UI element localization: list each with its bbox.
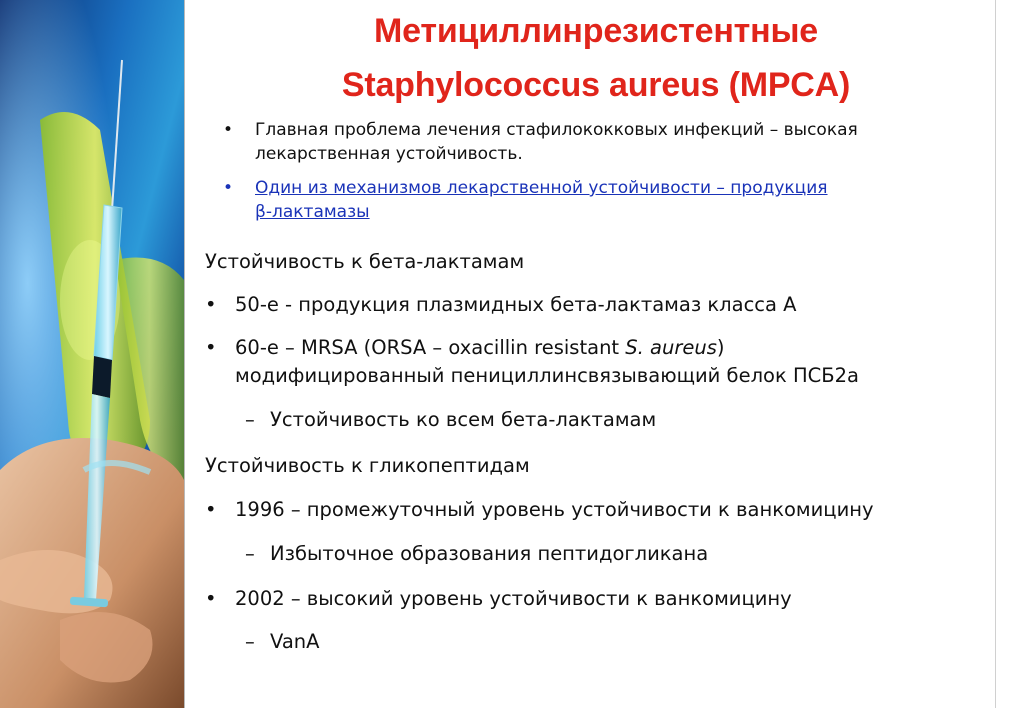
slide-title-line-1: Метициллинрезистентные	[374, 12, 818, 50]
bullet-marker: •	[205, 336, 217, 359]
bullet-marker: •	[205, 293, 217, 316]
list-item-50s: 50-е - продукция плазмидных бета-лактамаз класса А	[235, 293, 797, 316]
syringe-illustration	[0, 0, 184, 708]
list-item-60s-text: 60-е – MRSA (ORSA – oxacillin resistant	[235, 336, 626, 359]
list-item-60s-species: S. aureus	[625, 336, 717, 359]
list-item-1996: 1996 – промежуточный уровень устойчивости к ванкомицину	[235, 498, 874, 521]
list-item-60s-line-1	[235, 334, 725, 362]
slide-border	[995, 0, 996, 708]
sub-item-all-beta-lactams: Устойчивость ко всем бета-лактамам	[270, 408, 657, 431]
slide-title-line-2: Staphylococcus aureus (MPCA)	[341, 66, 851, 104]
sub-item-peptidoglycan: Избыточное образования пептидогликана	[270, 542, 709, 565]
list-item-2002: 2002 – высокий уровень устойчивости к ванкомицину	[235, 587, 792, 610]
section-heading-glycopeptides: Устойчивость к гликопептидам	[205, 454, 530, 477]
sub-item-vana: VanA	[270, 630, 320, 653]
intro-link-line-1[interactable]: Один из механизмов лекарственной устойчивости – продукция	[255, 178, 828, 198]
list-item-60s-line-2: модифицированный пенициллинсвязывающий белок ПСБ2а	[235, 364, 859, 387]
intro-item-1-line-2: лекарственная устойчивость.	[255, 144, 523, 164]
intro-item-1-line-1: Главная проблема лечения стафилококковых инфекций – высокая	[255, 120, 858, 140]
intro-link-line-2[interactable]: β-лактамазы	[255, 202, 370, 222]
dash-marker: –	[245, 408, 255, 431]
photo-divider	[184, 0, 185, 708]
syringe-photo	[0, 0, 184, 708]
dash-marker: –	[245, 542, 255, 565]
bullet-marker: •	[205, 587, 217, 610]
list-item-60s-close: )	[716, 336, 725, 359]
section-heading-beta-lactams: Устойчивость к бета-лактамам	[205, 250, 525, 273]
bullet-marker: •	[223, 120, 234, 140]
bullet-marker: •	[223, 178, 234, 198]
bullet-marker: •	[205, 498, 217, 521]
dash-marker: –	[245, 630, 255, 653]
